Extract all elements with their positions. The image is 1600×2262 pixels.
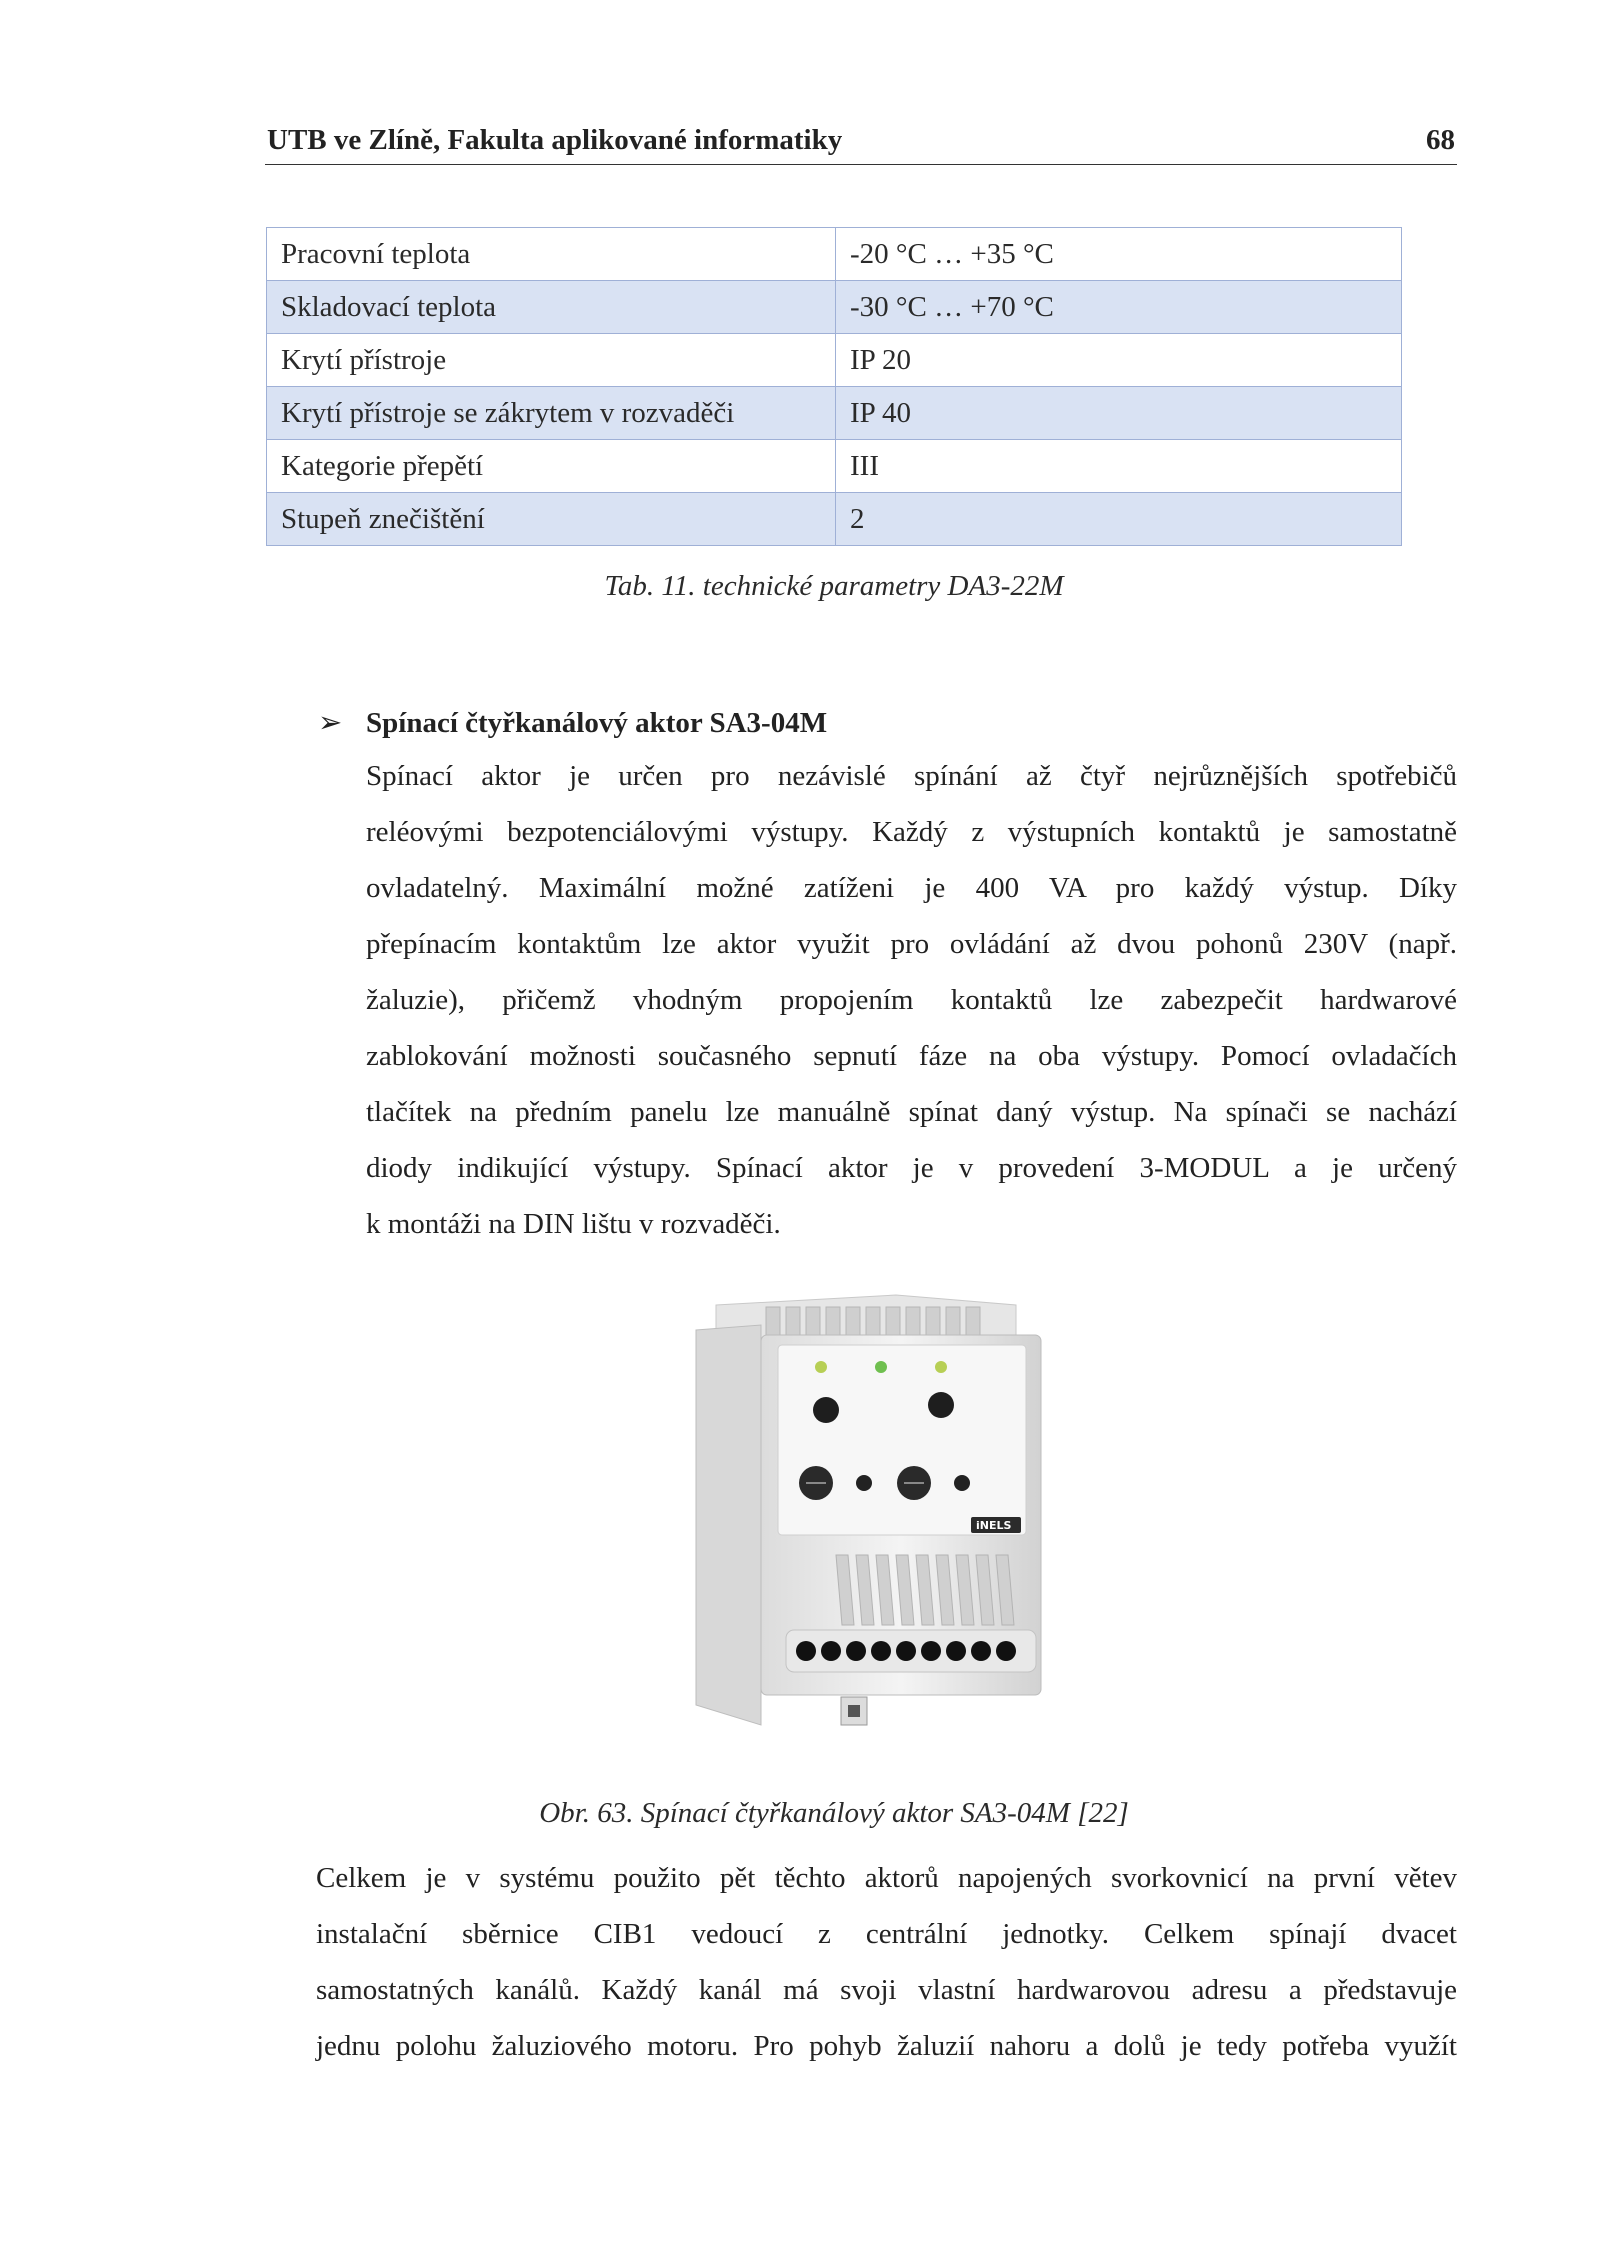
table-cell-label: Kategorie přepětí [267,440,836,493]
table-cell-value: III [836,440,1402,493]
section-heading-text: Spínací čtyřkanálový aktor SA3-04M [366,707,828,739]
table-cell-label: Pracovní teplota [267,228,836,281]
table-cell-label: Skladovací teplota [267,281,836,334]
paragraph-line: zablokování možnosti současného sepnutí fáze na oba výstupy. Pomocí ovladačích [366,1040,1457,1072]
paragraph-line: instalační sběrnice CIB1 vedoucí z centrální jednotky. Celkem spínají dvacet [316,1918,1457,1950]
paragraph-line: Celkem je v systému použito pět těchto aktorů napojených svorkovnicí na první větev [316,1862,1457,1894]
table-cell-label: Krytí přístroje se zákrytem v rozvaděči [267,387,836,440]
paragraph-line: žaluzie), přičemž vhodným propojením kontaktů lze zabezpečit hardwarové [366,984,1457,1016]
paragraph-line: Spínací aktor je určen pro nezávislé spínání až čtyř nejrůznějších spotřebičů [366,760,1457,792]
table-cell-label: Krytí přístroje [267,334,836,387]
paragraph-line: diody indikující výstupy. Spínací aktor je v provedení 3-MODUL a je určený [366,1152,1457,1184]
parameters-table [266,227,1402,546]
table-cell-value: 2 [836,493,1402,546]
paragraph-line: samostatných kanálů. Každý kanál má svoji vlastní hardwarovou adresu a představuje [316,1974,1457,2006]
paragraph-line: ovladatelný. Maximální možné zatíženi je 400 VA pro každý výstup. Díky [366,872,1457,904]
page-header [265,122,1457,165]
paragraph-line: tlačítek na předním panelu lze manuálně spínat daný výstup. Na spínači se nachází [366,1096,1457,1128]
table-cell-label: Stupeň znečištění [267,493,836,546]
device-figure [686,1285,1086,1760]
table-row [267,440,1402,493]
table-row [267,387,1402,440]
table-cell-value: -20 °C … +35 °C [836,228,1402,281]
header-title: UTB ve Zlíně, Fakulta aplikované informatiky [267,124,843,156]
table-row [267,334,1402,387]
paragraph-line: přepínacím kontaktům lze aktor využit pro ovládání až dvou pohonů 230V (např. [366,928,1457,960]
section-heading [318,705,827,740]
din-rail-actor-image [686,1285,1086,1760]
arrow-bullet-icon: ➢ [318,707,343,739]
table-cell-value: IP 20 [836,334,1402,387]
table-cell-value: IP 40 [836,387,1402,440]
paragraph-line: k montáži na DIN lištu v rozvaděči. [366,1208,781,1240]
brand-logo: iNELS [976,1519,1012,1532]
table-row [267,493,1402,546]
table-row [267,281,1402,334]
table-caption: Tab. 11. technické parametry DA3-22M [604,570,1064,602]
figure-caption: Obr. 63. Spínací čtyřkanálový aktor SA3-04M [22] [539,1797,1129,1829]
paragraph-line: reléovými bezpotenciálovými výstupy. Každý z výstupních kontaktů je samostatně [366,816,1457,848]
paragraph-line: jednu polohu žaluziového motoru. Pro pohyb žaluzií nahoru a dolů je tedy potřeba využít [316,2030,1457,2062]
table-cell-value: -30 °C … +70 °C [836,281,1402,334]
page-number: 68 [1426,124,1455,156]
table-row [267,228,1402,281]
